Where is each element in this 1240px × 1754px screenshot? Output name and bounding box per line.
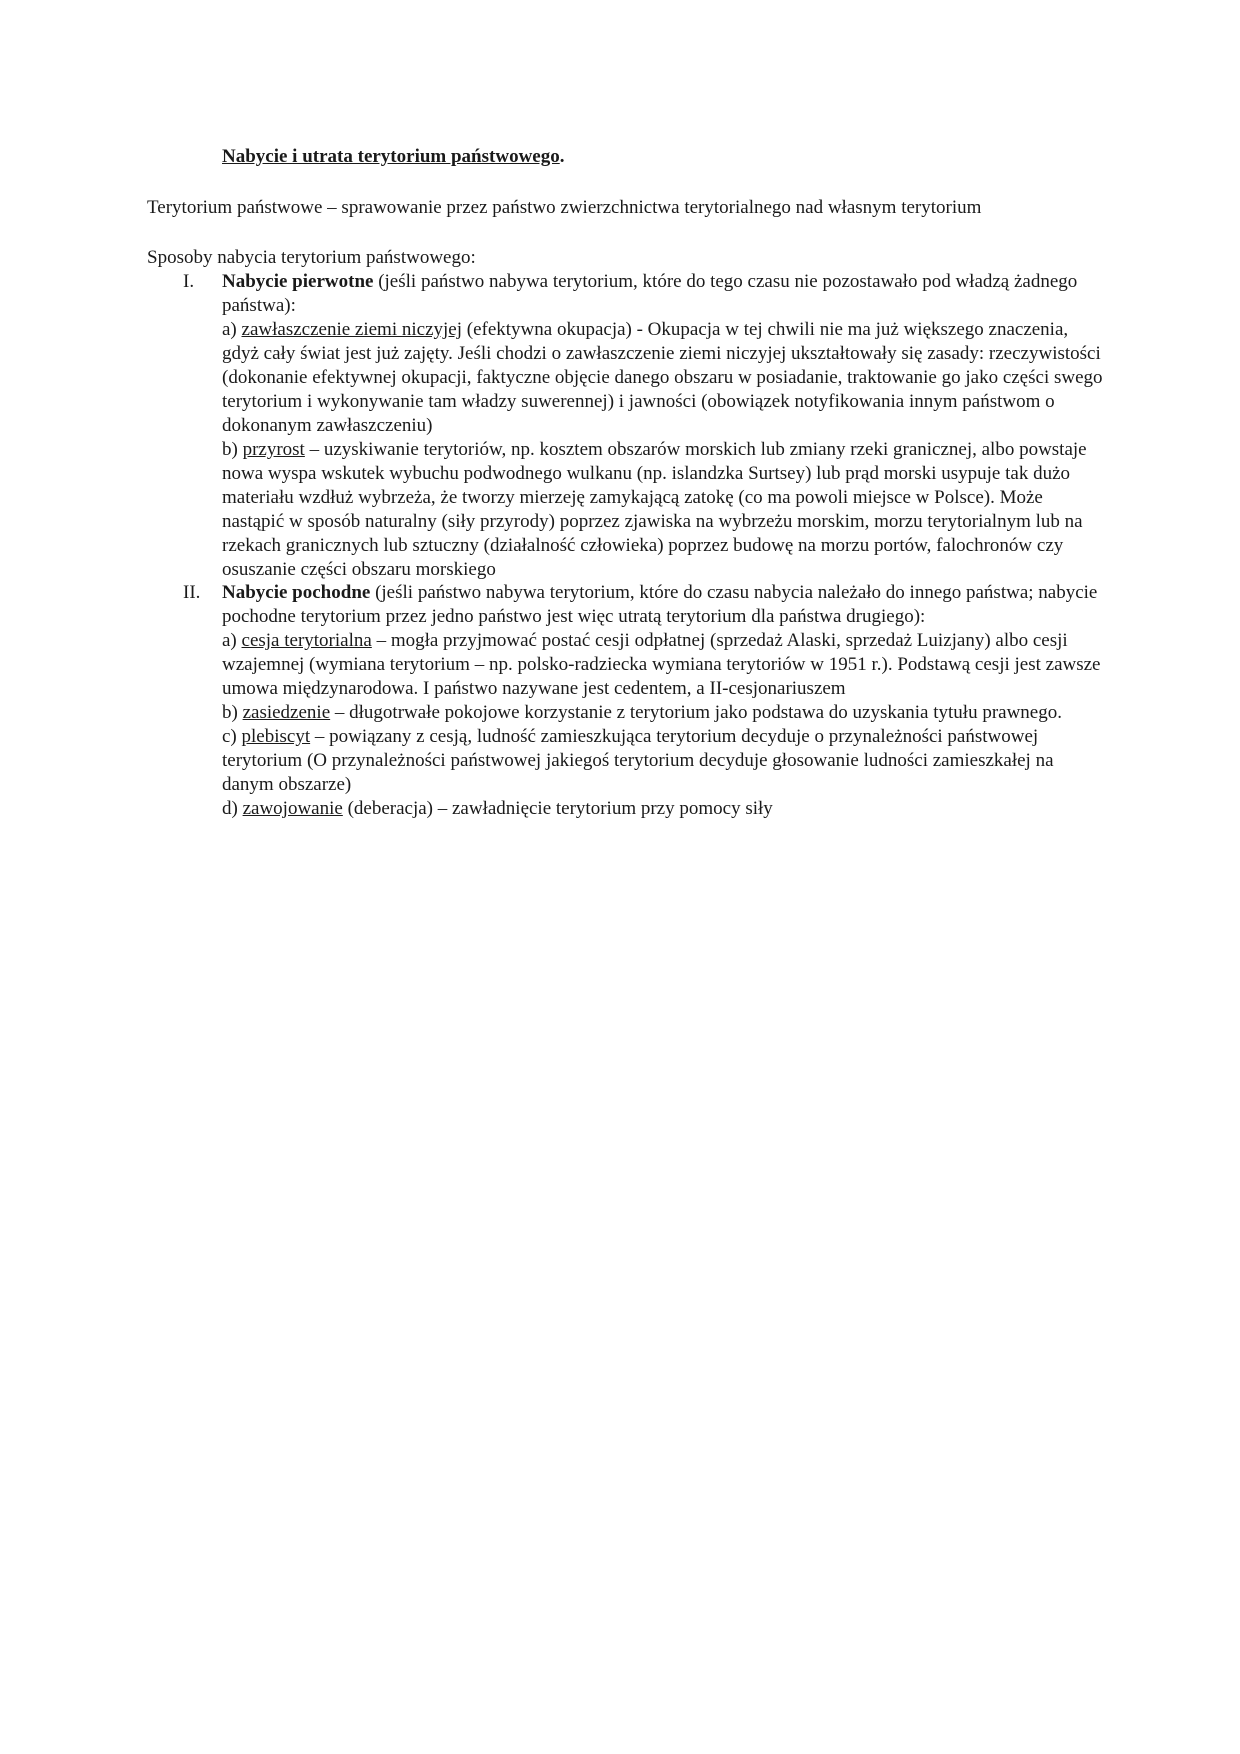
list-item xyxy=(222,438,1107,582)
title-text: Nabycie i utrata terytorium państwowego xyxy=(222,146,560,167)
list-item xyxy=(222,701,1107,725)
item-text: – długotrwałe pokojowe korzystanie z terytorium jako podstawa do uzyskania tytułu prawnego. xyxy=(330,702,1062,723)
roman-numeral: II. xyxy=(183,582,201,603)
item-term: plebiscyt xyxy=(241,726,311,747)
list-item xyxy=(222,797,1107,821)
list-item xyxy=(222,318,1107,438)
section-original-acquisition xyxy=(147,270,1107,582)
item-prefix: a) xyxy=(222,630,242,651)
item-term: zawojowanie xyxy=(242,798,343,819)
item-prefix: a) xyxy=(222,319,242,340)
methods-heading: Sposoby nabycia terytorium państwowego: xyxy=(147,247,476,268)
item-term: przyrost xyxy=(242,439,305,460)
item-text: (efektywna okupacja) - Okupacja w tej chwili nie ma już większego znaczenia, gdyż cały świat jest już zajęty. Jeśli chodzi o zawłaszczenie ziemi niczyjej ukształtowały się zasady: rzeczywistości (dokonanie efektywnej okupacji, faktyczne objęcie danego obszaru w posiadanie, traktowanie go jako części swego terytorium i wykonywanie tam władzy suwerennej) i jawności (obowiązek notyfikowania innym państwom o dokonanym zawłaszczeniu) xyxy=(222,319,1103,436)
section-body xyxy=(222,270,1107,582)
roman-numeral: I. xyxy=(183,271,195,292)
section-body xyxy=(222,581,1107,821)
list-item xyxy=(222,725,1107,797)
section-heading-bold: Nabycie pochodne xyxy=(222,582,371,603)
item-prefix: c) xyxy=(222,726,242,747)
item-term: zasiedzenie xyxy=(242,702,331,723)
title-dot: . xyxy=(559,146,565,167)
document-title xyxy=(222,146,564,168)
item-text: (deberacja) – zawładnięcie terytorium przy pomocy siły xyxy=(342,798,773,819)
item-text: – powiązany z cesją, ludność zamieszkująca terytorium decyduje o przynależności państwowej terytorium (O przynależności państwowej jakiegoś terytorium decyduje głosowanie ludności zamieszkałej na danym obszarze) xyxy=(222,726,1054,795)
section-heading xyxy=(222,581,1107,629)
section-heading xyxy=(222,270,1107,318)
item-text: – mogła przyjmować postać cesji odpłatnej (sprzedaż Alaski, sprzedaż Luizjany) albo cesji wzajemnej (wymiana terytorium – np. polsko-radziecka wymiana terytoriów w 1951 r.). Podstawą cesji jest zawsze umowa międzynarodowa. I państwo nazywane jest cedentem, a II-cesjonariuszem xyxy=(222,630,1101,699)
section-heading-bold: Nabycie pierwotne xyxy=(222,271,374,292)
item-term: cesja terytorialna xyxy=(241,630,372,651)
section-derivative-acquisition xyxy=(147,581,1107,821)
section-heading-rest: (jeśli państwo nabywa terytorium, które do tego czasu nie pozostawało pod władzą żadnego państwa): xyxy=(222,271,1078,316)
item-prefix: b) xyxy=(222,702,243,723)
item-term: zawłaszczenie ziemi niczyjej xyxy=(241,319,462,340)
item-prefix: b) xyxy=(222,439,243,460)
item-prefix: d) xyxy=(222,798,243,819)
list-item xyxy=(222,629,1107,701)
definition-line: Terytorium państwowe – sprawowanie przez państwo zwierzchnictwa terytorialnego nad własnym terytorium xyxy=(147,197,982,218)
item-text: – uzyskiwanie terytoriów, np. kosztem obszarów morskich lub zmiany rzeki granicznej, albo powstaje nowa wyspa wskutek wybuchu podwodnego wulkanu (np. islandzka Surtsey) lub prąd morski usypuje tak dużo materiału wzdłuż wybrzeża, że tworzy mierzeję zamykającą zatokę (co ma powoli miejsce w Polsce). Może nastąpić w sposób naturalny (siły przyrody) poprzez zjawiska na wybrzeżu morskim, morzu terytorialnym lub na rzekach granicznych lub sztuczny (działalność człowieka) poprzez budowę na morzu portów, falochronów czy osuszanie części obszaru morskiego xyxy=(222,439,1087,580)
section-heading-rest: (jeśli państwo nabywa terytorium, które do czasu nabycia należało do innego państwa; nabycie pochodne terytorium przez jedno państwo jest więc utratą terytorium dla państwa drugiego): xyxy=(222,582,1098,627)
